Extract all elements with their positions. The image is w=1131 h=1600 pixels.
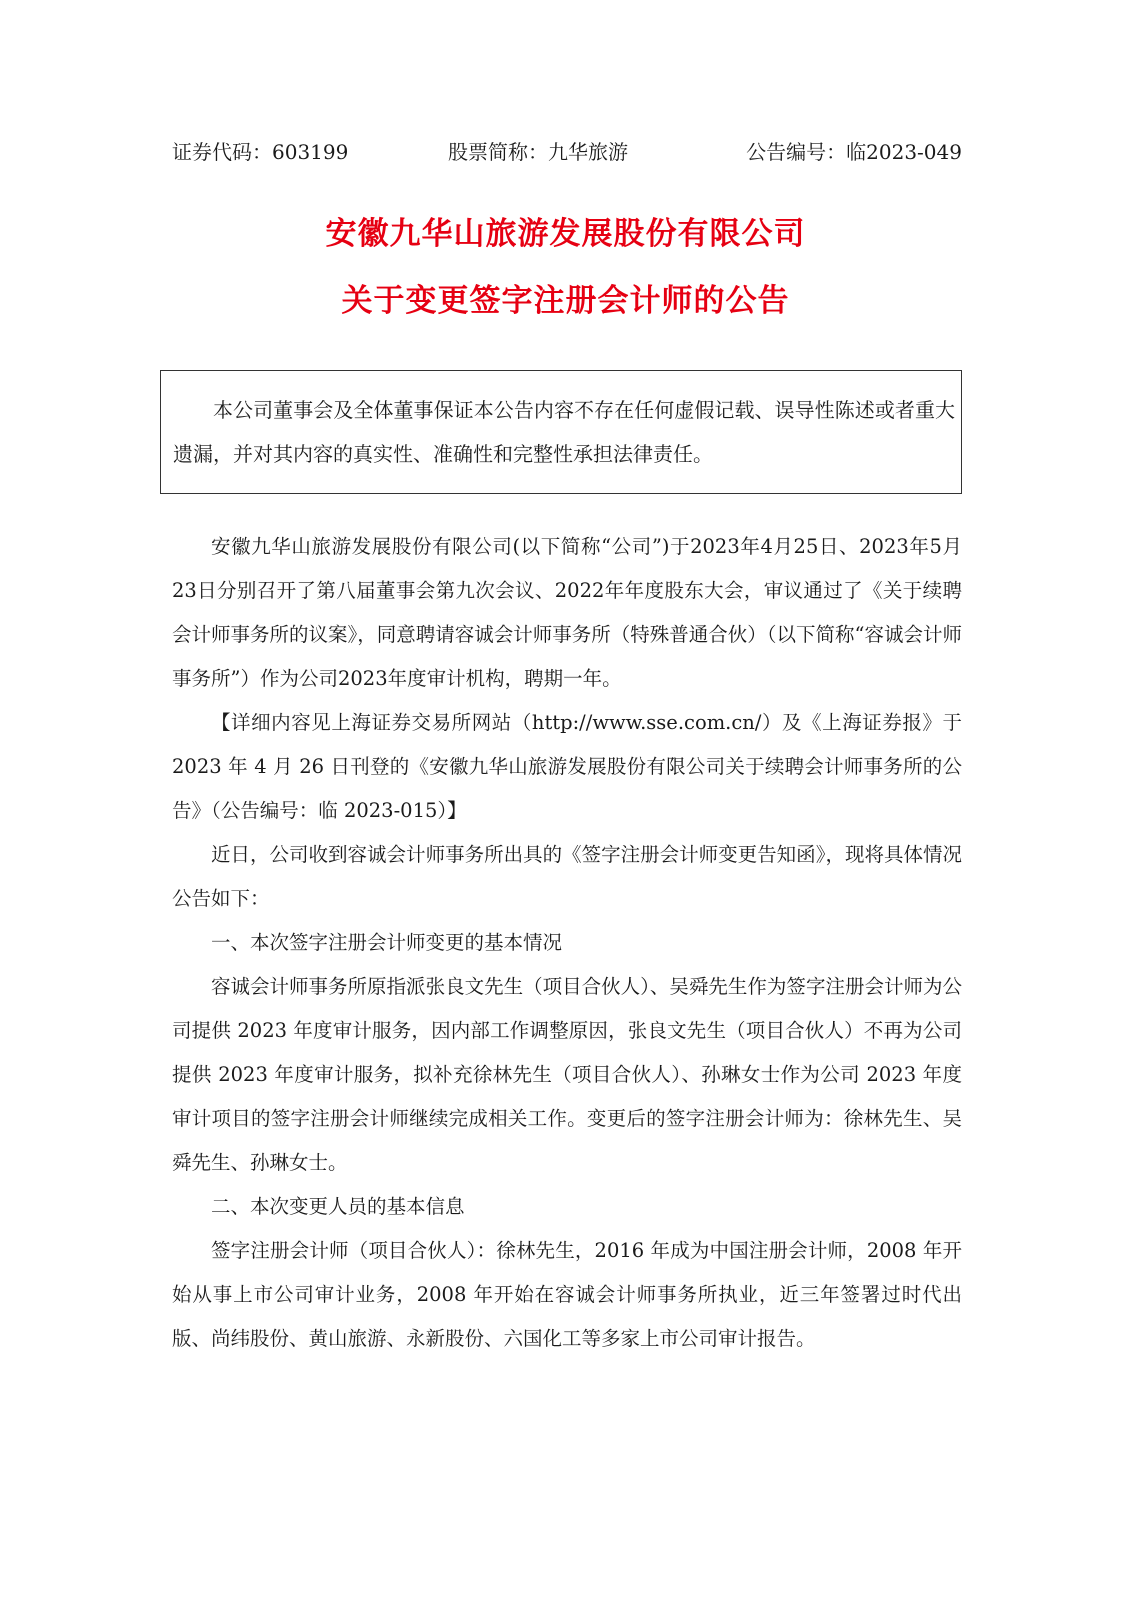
- stock-code: 证券代码：603199: [172, 140, 349, 164]
- paragraph-person-info: 签字注册会计师（项目合伙人）：徐林先生，2016 年成为中国注册会计师，2008 年开始从事上市公司审计业务，2008 年开始在容诚会计师事务所执业，近三年签署过时代出版、尚纬股份、黄山旅游、永新股份、六国化工等多家上市公司审计报告。: [172, 1239, 962, 1350]
- announcement-body: [172, 525, 962, 1361]
- section-heading-1: 一、本次签字注册会计师变更的基本情况: [211, 931, 563, 954]
- announcement-title: 关于变更签字注册会计师的公告: [341, 283, 790, 319]
- section-heading-2: 二、本次变更人员的基本信息: [211, 1195, 465, 1218]
- paragraph-reference: 【详细内容见上海证券交易所网站（http://www.sse.com.cn/）及《上海证券报》于 2023 年 4 月 26 日刊登的《安徽九华山旅游发展股份有限公司关于续聘会计师事务所的公告》（公告编号：临 2023-015）】: [172, 711, 962, 822]
- paragraph-change-details: 容诚会计师事务所原指派张良文先生（项目合伙人）、吴舜先生作为签字注册会计师为公司提供 2023 年度审计服务，因内部工作调整原因，张良文先生（项目合伙人）不再为公司提供 2023 年度审计服务，拟补充徐林先生（项目合伙人）、孙琳女士作为公司 2023 年度审计项目的签字注册会计师继续完成相关工作。变更后的签字注册会计师为：徐林先生、吴舜先生、孙琳女士。: [172, 975, 962, 1174]
- board-guarantee-box: [160, 370, 962, 494]
- announcement-number: 公告编号：临2023-049: [746, 140, 962, 164]
- board-guarantee-text: 本公司董事会及全体董事保证本公告内容不存在任何虚假记载、误导性陈述或者重大遗漏，并对其内容的真实性、准确性和完整性承担法律责任。: [173, 398, 955, 466]
- stock-short-name: 股票简称：九华旅游: [448, 140, 628, 164]
- document-header: [172, 136, 962, 168]
- paragraph-intro: 近日，公司收到容诚会计师事务所出具的《签字注册会计师变更告知函》，现将具体情况公告如下：: [172, 843, 962, 910]
- paragraph-background: 安徽九华山旅游发展股份有限公司(以下简称“公司”)于2023年4月25日、2023年5月23日分别召开了第八届董事会第九次会议、2022年年度股东大会，审议通过了《关于续聘会计师事务所的议案》，同意聘请容诚会计师事务所（特殊普通合伙）（以下简称“容诚会计师事务所”）作为公司2023年度审计机构，聘期一年。: [172, 535, 962, 690]
- company-title: 安徽九华山旅游发展股份有限公司: [325, 216, 806, 252]
